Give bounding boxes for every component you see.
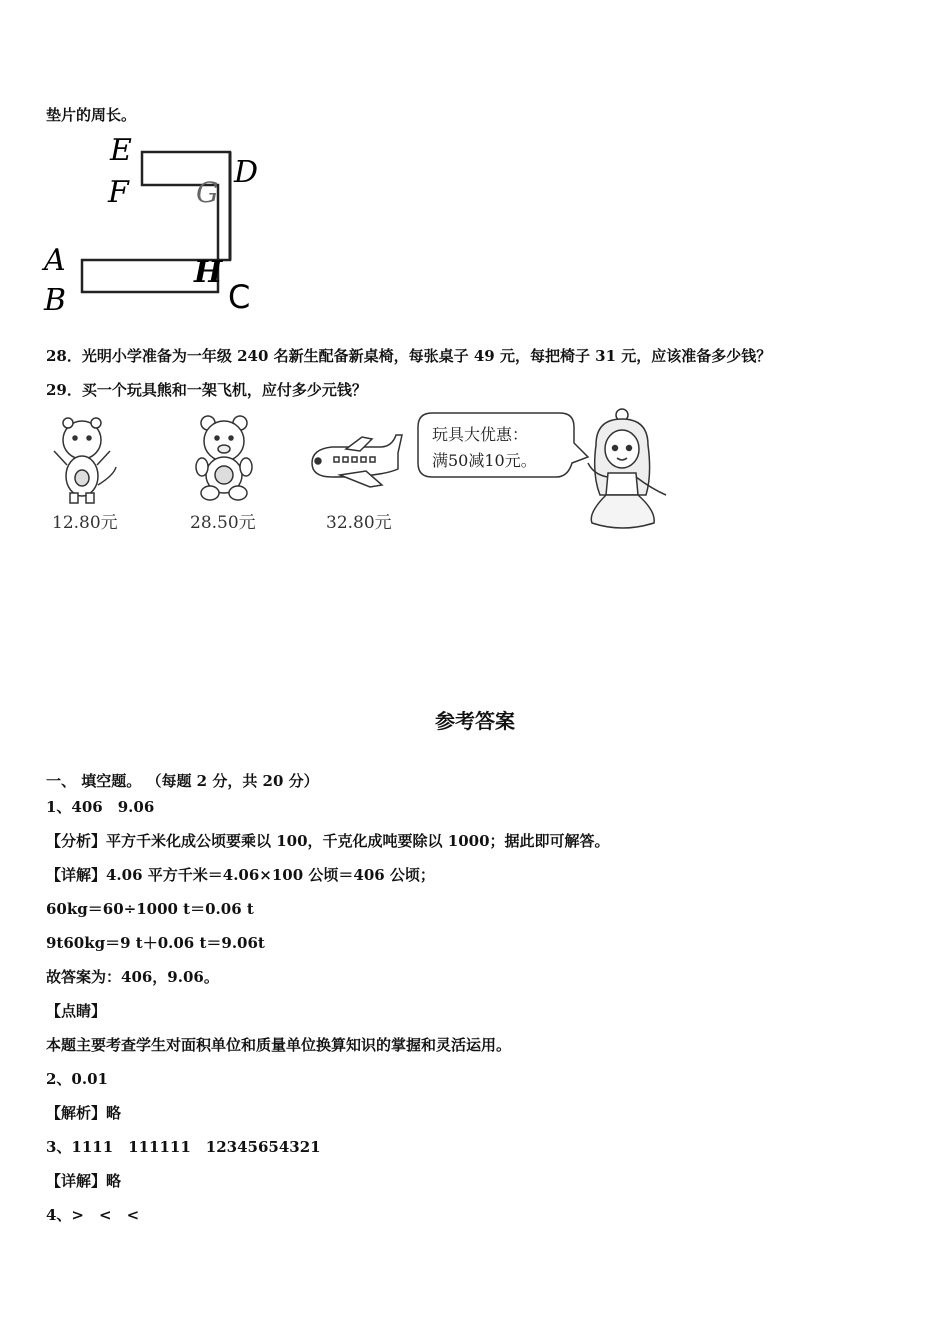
teddy-bear-icon: [196, 416, 252, 500]
comment-1: 本题主要考查学生对面积单位和质量单位换算知识的掌握和灵活运用。: [46, 1036, 512, 1054]
comment-heading: 【点睛】: [46, 1002, 107, 1020]
answer-1: 1、406 9.06: [46, 798, 155, 816]
section-heading: 一、 填空题。 （每题 2 分，共 20 分）: [46, 772, 319, 790]
label-e: E: [110, 133, 132, 168]
label-d: D: [234, 155, 259, 190]
detail-3: 【详解】略: [46, 1172, 122, 1190]
question-28: 28．光明小学准备为一年级 240 名新生配备新桌椅，每张桌子 49 元，每把椅子 31 元，应该准备多少钱？: [46, 347, 772, 365]
price-airplane: 32.80元: [326, 513, 392, 533]
toy-price-illustration: [40, 405, 700, 540]
answer-2: 2、0.01: [46, 1070, 108, 1088]
detail-1: 【详解】4.06 平方千米＝4.06×100 公顷＝406 公顷；: [46, 866, 435, 884]
bubble-line-1: 玩具大优惠：: [432, 425, 529, 444]
tiger-toy-icon: [54, 418, 116, 503]
label-g: G: [196, 176, 219, 209]
question-29: 29．买一个玩具熊和一架飞机，应付多少元钱？: [46, 381, 367, 399]
l-shape-figure: [40, 130, 280, 320]
bubble-line-2: 满50减10元。: [432, 451, 537, 470]
girl-figure-icon: [588, 409, 666, 528]
detail-1-line2: 60kg＝60÷1000 t＝0.06 t: [46, 900, 254, 918]
answer-4: 4、> < <: [46, 1206, 140, 1224]
airplane-toy-icon: [312, 435, 402, 487]
label-f: F: [108, 175, 129, 210]
analysis-1: 【分析】平方千米化成公顷要乘以 100，千克化成吨要除以 1000；据此即可解答。: [46, 832, 610, 850]
price-bear: 28.50元: [190, 513, 256, 533]
label-c: C: [228, 278, 251, 316]
label-a: A: [44, 243, 66, 278]
label-h: H: [194, 255, 223, 290]
explanation-2: 【解析】略: [46, 1104, 122, 1122]
label-b: B: [44, 283, 67, 318]
detail-1-line3: 9t60kg＝9 t＋0.06 t＝9.06t: [46, 934, 265, 952]
answer-title: 参考答案: [435, 709, 515, 733]
conclusion-1: 故答案为：406，9.06。: [46, 968, 219, 986]
answer-3: 3、1111 111111 12345654321: [46, 1138, 321, 1156]
question-tail: 垫片的周长。: [46, 106, 137, 124]
price-tiger: 12.80元: [52, 513, 118, 533]
